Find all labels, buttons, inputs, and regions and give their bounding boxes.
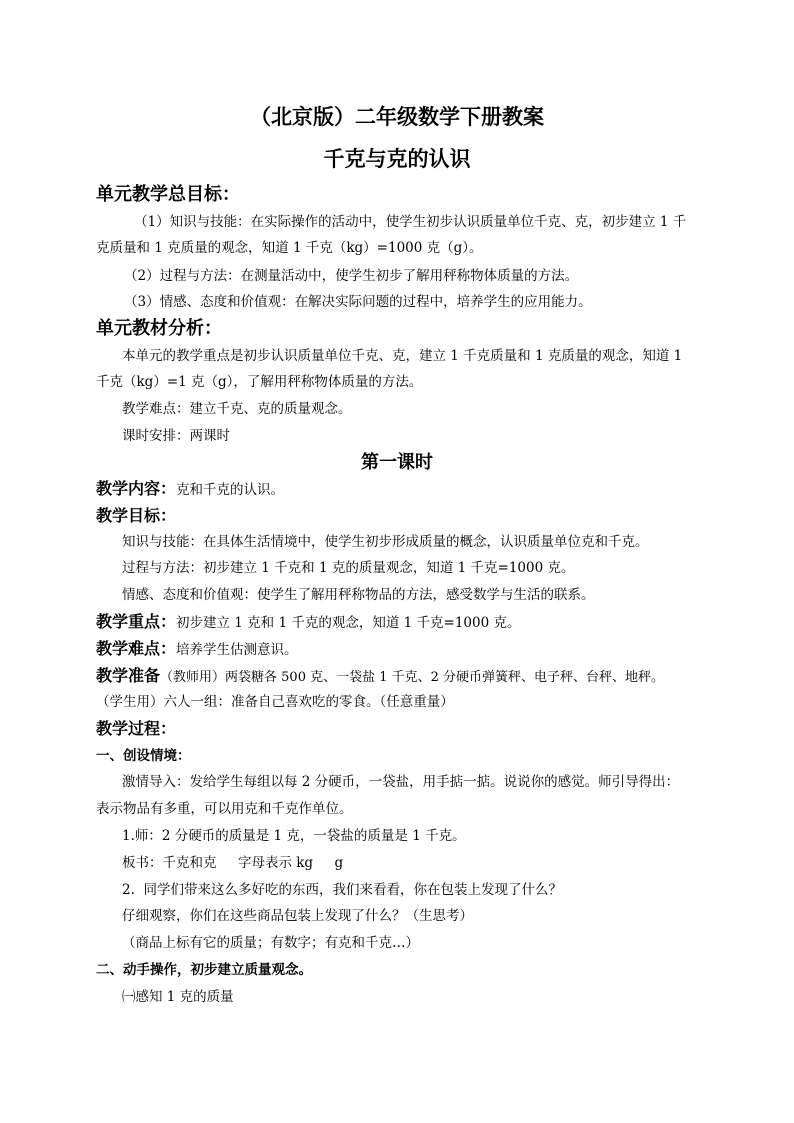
section1-d: 板书：千克和克 字母表示 kg g (122, 855, 344, 871)
objective-heading: 教学目标： (96, 506, 177, 525)
section1-f: 仔细观察，你们在这些商品包装上发现了什么？（生思考） (122, 908, 473, 924)
unit-goal-1a: （1）知识与技能：在实际操作的活动中，使学生初步认识质量单位千克、克，初步建立 1 千 (134, 214, 687, 230)
section1-a: 激情导入：发给学生每组以每 2 分硬币，一袋盐，用手掂一掂。说说你的感觉。师引导得出： (122, 774, 680, 790)
lesson-heading: 第一课时 (361, 452, 433, 473)
key-row (96, 614, 521, 631)
section1-c: 1.师：2 分硬币的质量是 1 克，一袋盐的质量是 1 千克。 (122, 828, 466, 844)
difficulty-text: 培养学生估测意识。 (176, 642, 298, 658)
content-text: 克和千克的认识。 (176, 482, 285, 498)
analysis-1a: 本单元的教学重点是初步认识质量单位千克、克，建立 1 千克质量和 1 克质量的观念，知道 1 (122, 348, 683, 364)
prep-label: 教学准备 (96, 666, 161, 685)
analysis-heading: 单元教材分析： (96, 318, 222, 339)
difficulty-row (96, 641, 298, 658)
unit-goal-heading: 单元教学总目标： (96, 184, 240, 205)
prep-text-b: （学生用）六人一组：准备自己喜欢吃的零食。（任意重量） (96, 694, 454, 710)
unit-goal-2: （2）过程与方法：在测量活动中，使学生初步了解用秤称物体质量的方法。 (124, 268, 579, 284)
content-label: 教学内容： (96, 479, 177, 498)
section2-a: ㈠感知 1 克的质量 (122, 989, 234, 1005)
unit-goal-3: （3）情感、态度和价值观：在解决实际问题的过程中，培养学生的应用能力。 (124, 294, 592, 310)
difficulty-label: 教学难点： (96, 639, 177, 658)
objective-1: 知识与技能：在具体生活情境中，使学生初步形成质量的概念，认识质量单位克和千克。 (122, 534, 649, 550)
section1-g: （商品上标有它的质量；有数字；有克和千克…） (122, 935, 419, 951)
section1-b: 表示物品有多重，可以用克和千克作单位。 (96, 801, 353, 817)
analysis-3: 课时安排：两课时 (122, 428, 230, 444)
prep-row (96, 668, 664, 684)
document-title: （北京版）二年级数学下册教案 (250, 104, 544, 129)
objective-2: 过程与方法：初步建立 1 千克和 1 克的质量观念，知道 1 千克=1000 克。 (122, 560, 575, 576)
analysis-1b: 千克（kg）=1 克（g），了解用秤称物体质量的方法。 (96, 374, 423, 390)
section1-e: 2. 同学们带来这么多好吃的东西，我们来看看，你在包装上发现了什么？ (122, 882, 562, 898)
key-text: 初步建立 1 克和 1 千克的观念，知道 1 千克=1000 克。 (176, 615, 521, 631)
prep-text-a: （教师用）两袋糖各 500 克、一袋盐 1 千克、2 分硬币弹簧秤、电子秤、台秤、地秤。 (160, 670, 665, 685)
content-row (96, 481, 284, 498)
process-heading: 教学过程： (96, 719, 177, 738)
document-subtitle: 千克与克的认识 (323, 146, 471, 171)
section1-heading: 一、创设情境： (96, 748, 191, 764)
analysis-2: 教学难点：建立千克、克的质量观念。 (122, 401, 352, 417)
objective-3: 情感、态度和价值观：使学生了解用秤称物品的方法，感受数学与生活的联系。 (122, 587, 595, 603)
section2-heading: 二、动手操作，初步建立质量观念。 (96, 962, 312, 978)
unit-goal-1b: 克质量和 1 克质量的观念，知道 1 千克（kg）=1000 克（g）。 (96, 240, 483, 256)
key-label: 教学重点： (96, 612, 177, 631)
